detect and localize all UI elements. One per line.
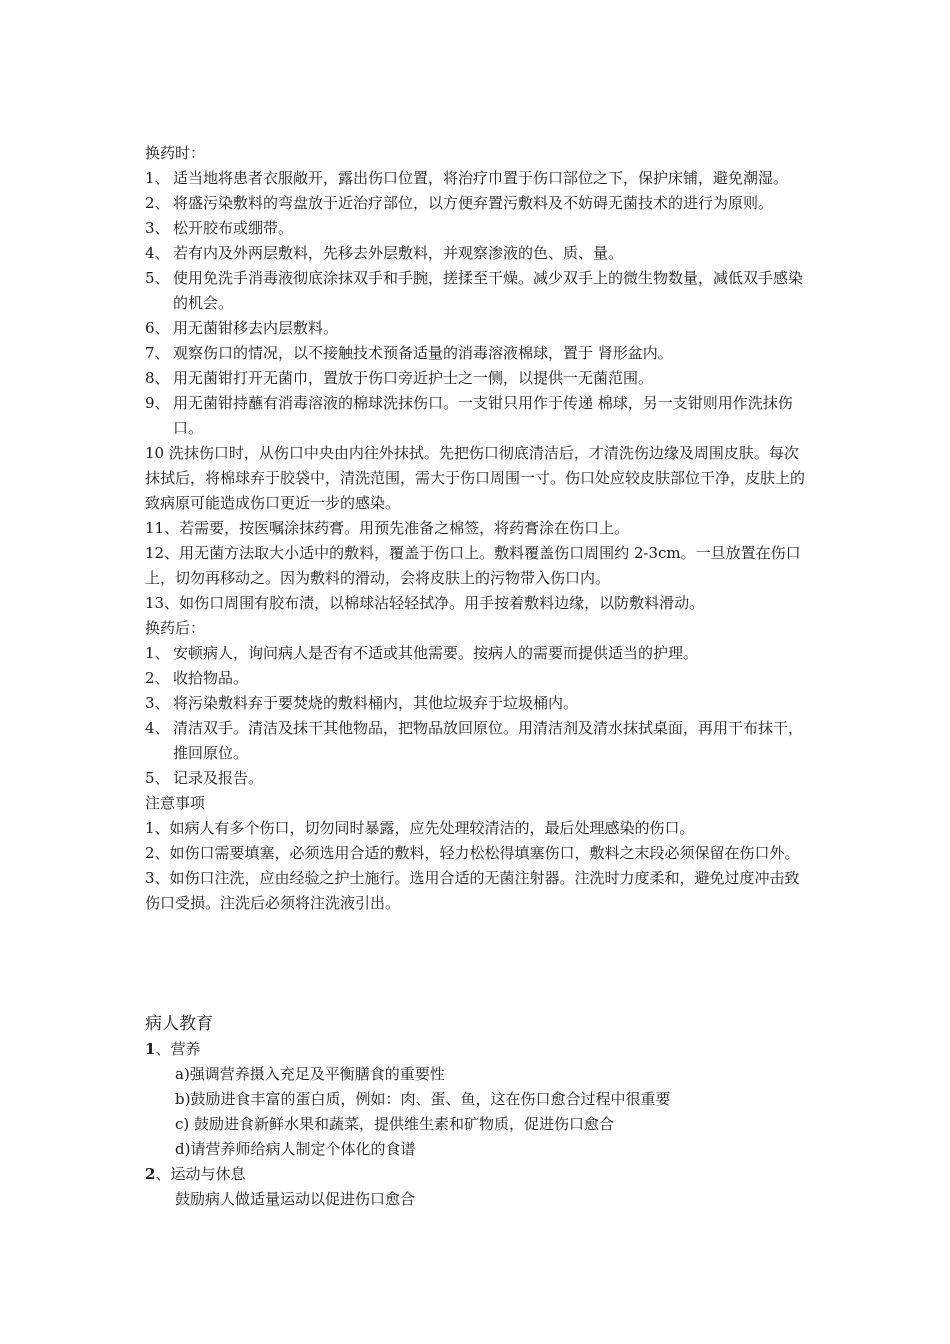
before-step: [145, 241, 810, 266]
before-step: [145, 366, 810, 391]
before-step-text: 用无菌钳打开无菌巾，置放于伤口旁近护士之一侧，以提供一无菌范围。: [173, 369, 654, 387]
after-step-text: 记录及报告。: [173, 769, 264, 787]
after-step-list: [145, 641, 810, 791]
after-step: [145, 766, 810, 791]
before-step-number: 7、: [145, 344, 170, 362]
after-title: 换药后：: [145, 619, 206, 637]
nutrition-item: c) 鼓励进食新鲜水果和蔬菜，提供维生素和矿物质，促进伤口愈合: [175, 1115, 615, 1133]
step-12: 12、用无菌方法取大小适中的敷料，覆盖于伤口上。敷料覆盖伤口周围约 2-3cm。一旦放置在伤口上，切勿再移动之。因为敷料的滑动，会将皮肤上的污物带入伤口内。: [145, 544, 801, 587]
after-step: [145, 641, 810, 666]
after-step-number: 2、: [145, 669, 170, 687]
after-step-number: 5、: [145, 769, 170, 787]
before-step: [145, 266, 810, 316]
before-step-text: 使用免洗手消毒液彻底涂抹双手和手腕，搓揉至干燥。减少双手上的微生物数量，减低双手感染的机会。: [173, 269, 804, 312]
step-10: 10 洗抹伤口时，从伤口中央由内往外抹拭。先把伤口彻底清洁后，才清洗伤边缘及周围皮肤。每次抹拭后，将棉球弃于胶袋中，清洗范围，需大于伤口周围一寸。伤口处应较皮肤部位干净，皮肤上的致病原可能造成伤口更近一步的感染。: [145, 444, 806, 512]
after-step-text: 收拾物品。: [173, 669, 249, 687]
before-step: [145, 216, 810, 241]
before-step-text: 用无菌钳移去内层敷料。: [173, 319, 339, 337]
notes-title: 注意事项: [145, 794, 206, 812]
before-step: [145, 191, 810, 216]
before-step: [145, 341, 810, 366]
nutrition-number: 1: [145, 1040, 156, 1058]
note-item: 2、如伤口需要填塞，必须选用合适的敷料，轻力松松得填塞伤口，敷料之末段必须保留在伤口外。: [145, 844, 800, 862]
after-step: [145, 691, 810, 716]
before-title: 换药时：: [145, 144, 206, 162]
exercise-item: 鼓励病人做适量运动以促进伤口愈合: [175, 1190, 416, 1208]
before-step: [145, 166, 810, 191]
after-step: [145, 716, 810, 766]
before-step-number: 9、: [145, 394, 170, 412]
step-11: 11、若需要，按医嘱涂抹药膏。用预先准备之棉签，将药膏涂在伤口上。: [145, 519, 630, 537]
education-section: [145, 1011, 810, 1212]
after-step-text: 将污染敷料弃于要焚烧的敷料桶内，其他垃圾弃于垃圾桶内。: [173, 694, 579, 712]
nutrition-heading: [145, 1037, 810, 1062]
nutrition-item: b)鼓励进食丰富的蛋白质，例如：肉、蛋、鱼，这在伤口愈合过程中很重要: [175, 1090, 671, 1108]
after-step-text: 安顿病人，询问病人是否有不适或其他需要。按病人的需要而提供适当的护理。: [173, 644, 699, 662]
step-13: 13、如伤口周围有胶布渍，以棉球沾轻轻拭净。用手按着敷料边缘，以防敷料滑动。: [145, 594, 705, 612]
before-step-text: 将盛污染敷料的弯盘放于近治疗部位，以方便弃置污敷料及不妨碍无菌技术的进行为原则。: [173, 194, 774, 212]
before-step: [145, 391, 810, 441]
before-step-number: 2、: [145, 194, 170, 212]
note-item: 1、如病人有多个伤口，切勿同时暴露，应先处理较清洁的，最后处理感染的伤口。: [145, 819, 695, 837]
before-step-number: 3、: [145, 219, 170, 237]
after-step-number: 3、: [145, 694, 170, 712]
before-section: [145, 141, 810, 916]
before-step-number: 1、: [145, 169, 170, 187]
after-step: [145, 666, 810, 691]
after-step-number: 1、: [145, 644, 170, 662]
nutrition-label: 、营养: [155, 1040, 201, 1058]
before-step-text: 若有内及外两层敷料，先移去外层敷料，并观察渗液的色、质、量。: [173, 244, 624, 262]
after-step-text: 清洁双手。清洁及抹干其他物品，把物品放回原位。用清洁剂及清水抹拭桌面，再用干布抹干，推回原位。: [173, 719, 804, 762]
nutrition-item: a)强调营养摄入充足及平衡膳食的重要性: [175, 1065, 445, 1083]
before-step-number: 4、: [145, 244, 170, 262]
exercise-heading: [145, 1162, 810, 1187]
education-title: 病人教育: [145, 1014, 213, 1034]
before-step-number: 8、: [145, 369, 170, 387]
before-step-text: 适当地将患者衣服敞开，露出伤口位置，将治疗巾置于伤口部位之下，保护床铺，避免潮湿。: [173, 169, 789, 187]
nutrition-item: d)请营养师给病人制定个体化的食谱: [175, 1140, 416, 1158]
exercise-label: 、运动与休息: [155, 1165, 246, 1183]
before-step-text: 用无菌钳持蘸有消毒溶液的棉球洗抹伤口。一支钳只用作于传递 棉球，另一支钳则用作洗抹伤口。: [173, 394, 793, 437]
before-step-number: 6、: [145, 319, 170, 337]
before-step-number: 5、: [145, 269, 170, 287]
exercise-number: 2: [145, 1165, 156, 1183]
after-step-number: 4、: [145, 719, 170, 737]
before-step: [145, 316, 810, 341]
before-step-text: 观察伤口的情况，以不接触技术预备适量的消毒溶液棉球，置于 肾形盆内。: [173, 344, 673, 362]
before-step-list: [145, 166, 810, 441]
before-step-text: 松开胶布或绷带。: [173, 219, 294, 237]
note-item: 3、如伤口注洗，应由经验之护士施行。选用合适的无菌注射器。注洗时力度柔和，避免过度冲击致伤口受损。注洗后必须将注洗液引出。: [145, 869, 800, 912]
